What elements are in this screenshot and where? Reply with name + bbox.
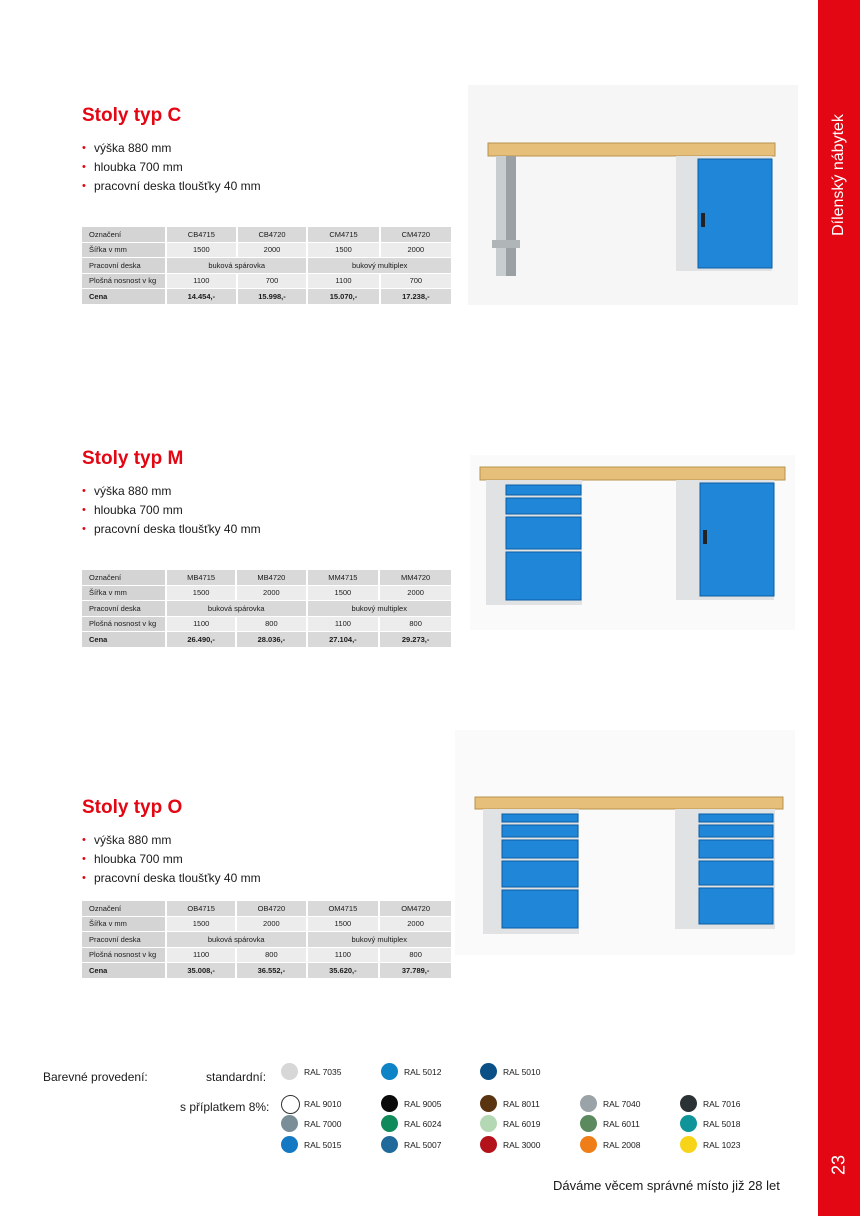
color-swatch — [281, 1115, 298, 1132]
table-cell: bukový multiplex — [307, 258, 452, 274]
color-label: RAL 5010 — [503, 1067, 541, 1077]
section-title: Stoly typ O — [82, 797, 183, 818]
color-label: RAL 5012 — [404, 1067, 442, 1077]
section-title: Stoly typ C — [82, 105, 182, 126]
table-cell: bukový multiplex — [307, 601, 452, 617]
table-cell: MB4720 — [236, 570, 306, 585]
colors-standard-label: standardní: — [206, 1070, 267, 1084]
table-cell: buková spárovka — [166, 601, 307, 617]
table-cell: 2000 — [237, 242, 308, 258]
table-cell: 1500 — [307, 585, 380, 601]
section-typ-c — [82, 105, 462, 196]
table-cell: 800 — [379, 616, 452, 632]
table-label: Šířka v mm — [82, 242, 166, 258]
color-swatch — [580, 1095, 597, 1112]
color-label: RAL 7000 — [304, 1119, 342, 1129]
workbench-o-image — [455, 730, 795, 955]
bullet-item: • hloubka 700 mm — [82, 850, 462, 869]
section-title: Stoly typ M — [82, 448, 184, 469]
color-swatch — [480, 1136, 497, 1153]
table-label: Označení — [82, 227, 166, 242]
table-cell: 800 — [236, 947, 306, 963]
table-cell: OB4720 — [236, 901, 306, 916]
table-cell: buková spárovka — [166, 932, 307, 948]
color-swatch — [480, 1095, 497, 1112]
page-number: 23 — [828, 1154, 849, 1176]
color-swatch — [281, 1063, 298, 1080]
table-cell: 1100 — [307, 273, 379, 289]
bullet-item: • výška 880 mm — [82, 831, 462, 850]
color-label: RAL 3000 — [503, 1140, 541, 1150]
table-cell: 1500 — [307, 916, 380, 932]
color-label: RAL 9010 — [304, 1099, 342, 1109]
table-cell: 1100 — [307, 616, 380, 632]
side-title: Dílenský nábytek — [830, 114, 847, 236]
table-label: Plošná nosnost v kg — [82, 947, 166, 963]
table-cell: 2000 — [236, 916, 306, 932]
bullet-item: • výška 880 mm — [82, 139, 462, 158]
spec-table-c — [82, 227, 453, 305]
price-cell: 36.552,- — [236, 963, 306, 979]
table-cell: 2000 — [379, 916, 452, 932]
color-label: RAL 6024 — [404, 1119, 442, 1129]
bullet-item: • výška 880 mm — [82, 482, 462, 501]
bullet-list — [82, 139, 462, 196]
table-cell: CB4720 — [237, 227, 308, 242]
color-label: RAL 8011 — [503, 1099, 540, 1109]
table-cell: OM4715 — [307, 901, 380, 916]
colors-extra-label: s příplatkem 8%: — [180, 1100, 270, 1114]
bullet-list — [82, 482, 462, 539]
table-label: Plošná nosnost v kg — [82, 273, 166, 289]
price-cell: 37.789,- — [379, 963, 452, 979]
color-label: RAL 5007 — [404, 1140, 442, 1150]
color-swatch — [480, 1115, 497, 1132]
table-cell: 1500 — [307, 242, 379, 258]
table-cell: 2000 — [236, 585, 306, 601]
bullet-item: • hloubka 700 mm — [82, 501, 462, 520]
color-swatch — [281, 1095, 300, 1114]
price-cell: 29.273,- — [379, 632, 452, 648]
color-label: RAL 1023 — [703, 1140, 741, 1150]
table-cell: 800 — [379, 947, 452, 963]
color-swatch — [480, 1063, 497, 1080]
color-label: RAL 6019 — [503, 1119, 541, 1129]
spec-table-o — [82, 901, 453, 979]
bullet-item: • pracovní deska tloušťky 40 mm — [82, 869, 462, 888]
table-cell: 2000 — [380, 242, 452, 258]
table-cell: MB4715 — [166, 570, 236, 585]
table-cell: 1500 — [166, 242, 237, 258]
table-label: Označení — [82, 901, 166, 916]
table-label: Plošná nosnost v kg — [82, 616, 166, 632]
table-label: Pracovní deska — [82, 258, 166, 274]
table-cell: 800 — [236, 616, 306, 632]
table-label: Šířka v mm — [82, 585, 166, 601]
table-label: Označení — [82, 570, 166, 585]
colors-title: Barevné provedení: — [43, 1070, 148, 1084]
table-cell: buková spárovka — [166, 258, 307, 274]
section-typ-o — [82, 797, 462, 888]
price-cell: 27.104,- — [307, 632, 380, 648]
color-label: RAL 5015 — [304, 1140, 342, 1150]
color-swatch — [580, 1115, 597, 1132]
price-cell: 35.008,- — [166, 963, 236, 979]
price-cell: 26.490,- — [166, 632, 236, 648]
color-swatch — [381, 1063, 398, 1080]
workbench-c-image — [468, 85, 798, 305]
price-cell: 15.070,- — [307, 289, 379, 305]
table-label: Cena — [82, 963, 166, 979]
table-cell: 1500 — [166, 585, 236, 601]
table-cell: 1100 — [166, 947, 236, 963]
color-swatch — [281, 1136, 298, 1153]
bullet-item: • pracovní deska tloušťky 40 mm — [82, 520, 462, 539]
table-label: Pracovní deska — [82, 601, 166, 617]
table-label: Cena — [82, 632, 166, 648]
table-cell: 1100 — [166, 616, 236, 632]
table-cell: 1100 — [166, 273, 237, 289]
color-label: RAL 7040 — [603, 1099, 641, 1109]
table-cell: MM4720 — [379, 570, 452, 585]
table-label: Cena — [82, 289, 166, 305]
color-swatch — [381, 1136, 398, 1153]
color-label: RAL 7035 — [304, 1067, 342, 1077]
price-cell: 35.620,- — [307, 963, 380, 979]
table-cell: CM4720 — [380, 227, 452, 242]
color-label: RAL 9005 — [404, 1099, 442, 1109]
bullet-item: • pracovní deska tloušťky 40 mm — [82, 177, 462, 196]
table-cell: 700 — [237, 273, 308, 289]
price-cell: 28.036,- — [236, 632, 306, 648]
workbench-m-image — [470, 455, 795, 630]
color-label: RAL 6011 — [603, 1119, 640, 1129]
color-swatch — [381, 1095, 398, 1112]
price-cell: 14.454,- — [166, 289, 237, 305]
bullet-list — [82, 831, 462, 888]
color-label: RAL 7016 — [703, 1099, 741, 1109]
color-swatch — [680, 1115, 697, 1132]
table-label: Šířka v mm — [82, 916, 166, 932]
table-cell: CM4715 — [307, 227, 379, 242]
bullet-item: • hloubka 700 mm — [82, 158, 462, 177]
table-label: Pracovní deska — [82, 932, 166, 948]
table-cell: OM4720 — [379, 901, 452, 916]
color-swatch — [680, 1095, 697, 1112]
table-cell: 2000 — [379, 585, 452, 601]
table-cell: 700 — [380, 273, 452, 289]
table-cell: CB4715 — [166, 227, 237, 242]
table-cell: 1500 — [166, 916, 236, 932]
table-cell: 1100 — [307, 947, 380, 963]
price-cell: 17.238,- — [380, 289, 452, 305]
spec-table-m — [82, 570, 453, 648]
color-swatch — [680, 1136, 697, 1153]
footer-slogan: Dáváme věcem správné místo již 28 let — [553, 1178, 780, 1193]
section-typ-m — [82, 448, 462, 539]
color-label: RAL 2008 — [603, 1140, 641, 1150]
color-label: RAL 5018 — [703, 1119, 741, 1129]
table-cell: MM4715 — [307, 570, 380, 585]
color-swatch — [381, 1115, 398, 1132]
table-cell: bukový multiplex — [307, 932, 453, 948]
color-swatch — [580, 1136, 597, 1153]
price-cell: 15.998,- — [237, 289, 308, 305]
table-cell: OB4715 — [166, 901, 236, 916]
